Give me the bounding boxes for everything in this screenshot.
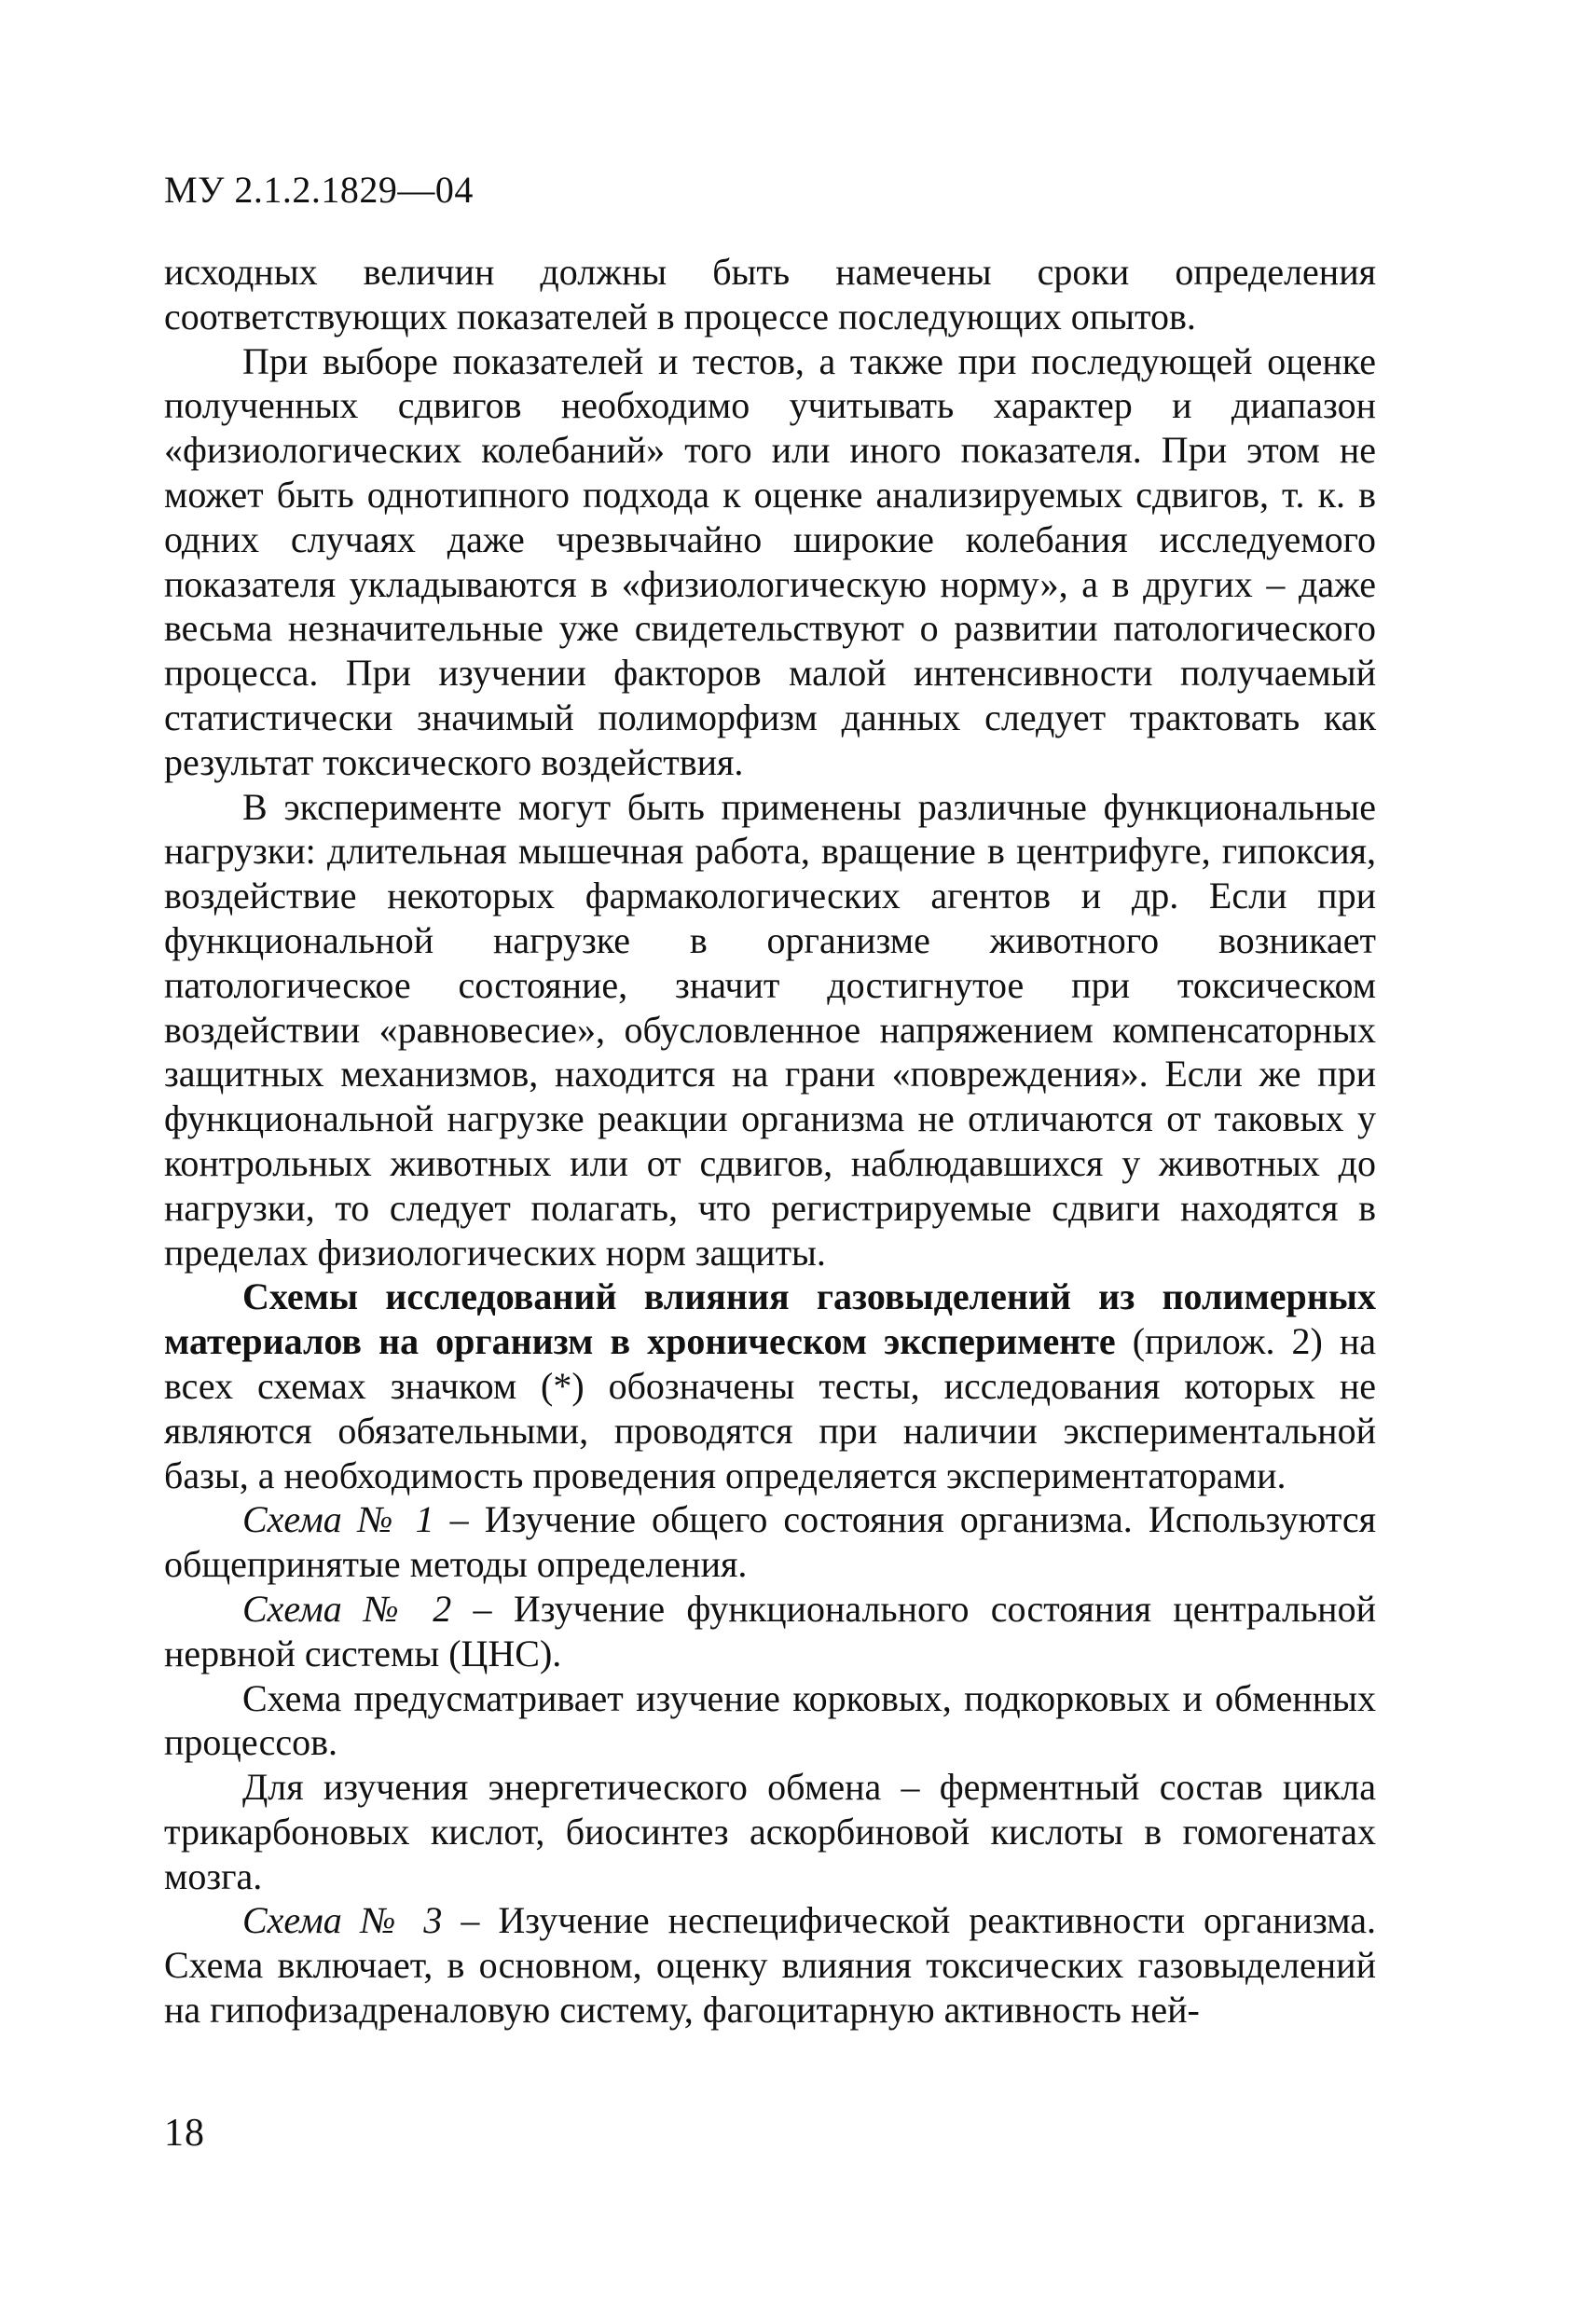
paragraph-bold-heading: Схемы исследований влияния газовыделений из полимерных материалов на организм в хроническом эксперименте <box>164 1275 1376 1363</box>
paragraph-text: – Изучение функционального состояния центральной нервной системы (ЦНС). <box>164 1587 1376 1674</box>
paragraph-indicators-selection <box>164 339 1376 785</box>
scheme-label: Схема № 1 <box>242 1498 434 1541</box>
paragraph-text: Для изучения энергетического обмена – ферментный состав цикла трикарбоновых кислот, биосинтез аскорбиновой кислоты в гомогенатах мозга. <box>164 1766 1376 1897</box>
paragraph-scheme-1 <box>164 1497 1376 1587</box>
paragraph-scheme-2 <box>164 1587 1376 1676</box>
paragraph-text: В эксперименте могут быть применены различные функциональные нагрузки: длительная мышечная работа, вращение в центрифуге, гипоксия, воздействие некоторых фармакологических агентов и др. Если при функциональной нагрузке в организме животного возникает патологическое состояние, значит достигнутое при токсическом воздействии «равновесие», обусловленное напряжением компенсаторных защитных механизмов, находится на грани «повреждения». Если же при функциональной нагрузке реакции организма не отличаются от таковых у контрольных животных или от сдвигов, наблюдавшихся у животных до нагрузки, то следует полагать, что регистрируемые сдвиги находятся в пределах физиологических норм защиты. <box>164 785 1376 1274</box>
scheme-label: Схема № 2 <box>242 1587 452 1630</box>
document-code-header: МУ 2.1.2.1829—04 <box>164 169 474 211</box>
paragraph-continuation <box>164 250 1376 339</box>
paragraph-energy-metabolism <box>164 1765 1376 1898</box>
document-body <box>164 250 1376 2033</box>
paragraph-text: Схема предусматривает изучение корковых, подкорковых и обменных процессов. <box>164 1676 1376 1764</box>
page-number: 18 <box>164 2112 205 2155</box>
paragraph-scheme-3 <box>164 1898 1376 2032</box>
paragraph-functional-loads <box>164 785 1376 1275</box>
paragraph-text: При выборе показателей и тестов, а также при последующей оценке полученных сдвигов необходимо учитывать характер и диапазон «физиологических колебаний» того или иного показателя. При этом не может быть однотипного подхода к оценке анализируемых сдвигов, т. к. в одних случаях даже чрезвычайно широкие колебания исследуемого показателя укладываются в «физиологическую норму», а в других – даже весьма незначительные уже свидетельствуют о развитии патологического процесса. При изучении факторов малой интенсивности получаемый статистически значимый полиморфизм данных следует трактовать как результат токсического воздействия. <box>164 339 1376 783</box>
paragraph-text: исходных величин должны быть намечены сроки определения соответствующих показателей в процессе последующих опытов. <box>164 251 1376 338</box>
paragraph-scheme-2-details <box>164 1676 1376 1766</box>
paragraph-text: (прилож. 2) на всех схемах значком (*) обозначены тесты, исследования которых не являются обязательными, проводятся при наличии экспериментальной базы, а необходимость проведения определяется экспериментаторами. <box>164 1320 1377 1496</box>
paragraph-text: – Изучение неспецифической реактивности организма. Схема включает, в основном, оценку влияния токсических газовыделений на гипофизадреналовую систему, фагоцитарную активность ней- <box>164 1899 1376 2032</box>
paragraph-research-schemes <box>164 1275 1376 1497</box>
paragraph-text: – Изучение общего состояния организма. Используются общепринятые методы определения. <box>164 1498 1376 1586</box>
scheme-label: Схема № 3 <box>242 1899 443 1942</box>
